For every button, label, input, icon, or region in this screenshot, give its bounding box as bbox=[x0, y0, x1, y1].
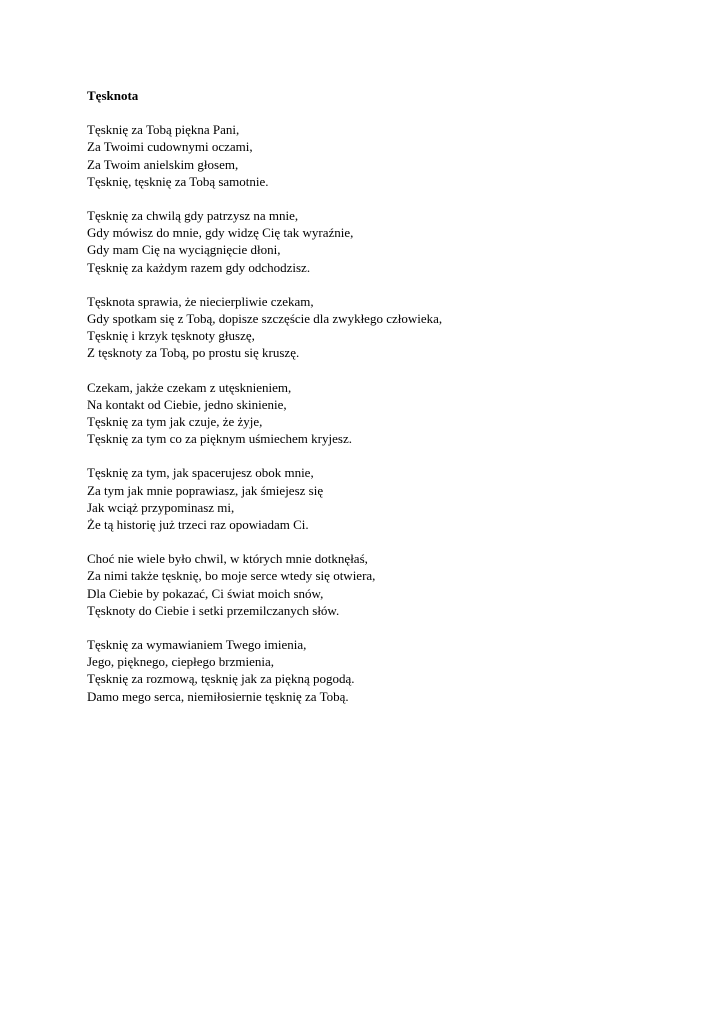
poem-line: Jego, pięknego, ciepłego brzmienia, bbox=[87, 654, 274, 670]
poem-line: Z tęsknoty za Tobą, po prostu się kruszę. bbox=[87, 345, 300, 361]
poem-line: Za tym jak mnie poprawiasz, jak śmiejesz się bbox=[87, 482, 324, 498]
poem-line: Tęsknię za tym jak czuje, że żyje, bbox=[87, 414, 263, 430]
poem-line: Za Twoimi cudownymi oczami, bbox=[87, 139, 253, 155]
stanza bbox=[87, 207, 687, 276]
poem-line: Gdy mówisz do mnie, gdy widzę Cię tak wyraźnie, bbox=[87, 225, 354, 241]
stanza bbox=[87, 121, 687, 190]
poem-line: Na kontakt od Ciebie, jedno skinienie, bbox=[87, 396, 287, 412]
poem-line: Tęsknię za tym co za pięknym uśmiechem kryjesz. bbox=[87, 431, 352, 447]
poem-line: Damo mego serca, niemiłosiernie tęsknię za Tobą. bbox=[87, 688, 349, 704]
poem-line: Gdy mam Cię na wyciągnięcie dłoni, bbox=[87, 242, 281, 258]
poem-line: Choć nie wiele było chwil, w których mnie dotknęłaś, bbox=[87, 551, 368, 567]
poem-line: Tęsknota sprawia, że niecierpliwie czekam, bbox=[87, 293, 314, 309]
poem-line: Tęsknię za chwilą gdy patrzysz na mnie, bbox=[87, 208, 299, 224]
poem-line: Tęsknię za rozmową, tęsknię jak za piękną pogodą. bbox=[87, 671, 355, 687]
poem-line: Tęsknię za tym, jak spacerujesz obok mnie, bbox=[87, 465, 314, 481]
poem-title: Tęsknota bbox=[87, 88, 139, 103]
stanza bbox=[87, 379, 687, 448]
poem-line: Dla Ciebie by pokazać, Ci świat moich snów, bbox=[87, 585, 324, 601]
poem-line: Tęsknię, tęsknię za Tobą samotnie. bbox=[87, 173, 269, 189]
poem-line: Tęsknię za Tobą piękna Pani, bbox=[87, 122, 240, 138]
poem-line: Gdy spotkam się z Tobą, dopisze szczęście dla zwykłego człowieka, bbox=[87, 311, 443, 327]
poem-line: Za Twoim anielskim głosem, bbox=[87, 156, 239, 172]
stanza bbox=[87, 464, 687, 533]
stanza bbox=[87, 550, 687, 619]
poem-line: Tęsknię za każdym razem gdy odchodzisz. bbox=[87, 259, 311, 275]
stanza bbox=[87, 636, 687, 705]
stanza bbox=[87, 293, 687, 362]
poem bbox=[87, 87, 687, 722]
poem-line: Że tą historię już trzeci raz opowiadam Ci. bbox=[87, 517, 309, 533]
poem-line: Jak wciąż przypominasz mi, bbox=[87, 499, 235, 515]
poem-line: Czekam, jakże czekam z utęsknieniem, bbox=[87, 379, 292, 395]
poem-line: Za nimi także tęsknię, bo moje serce wtedy się otwiera, bbox=[87, 568, 376, 584]
poem-line: Tęsknię za wymawianiem Twego imienia, bbox=[87, 637, 307, 653]
poem-line: Tęsknoty do Ciebie i setki przemilczanych słów. bbox=[87, 602, 340, 618]
poem-line: Tęsknię i krzyk tęsknoty głuszę, bbox=[87, 328, 255, 344]
